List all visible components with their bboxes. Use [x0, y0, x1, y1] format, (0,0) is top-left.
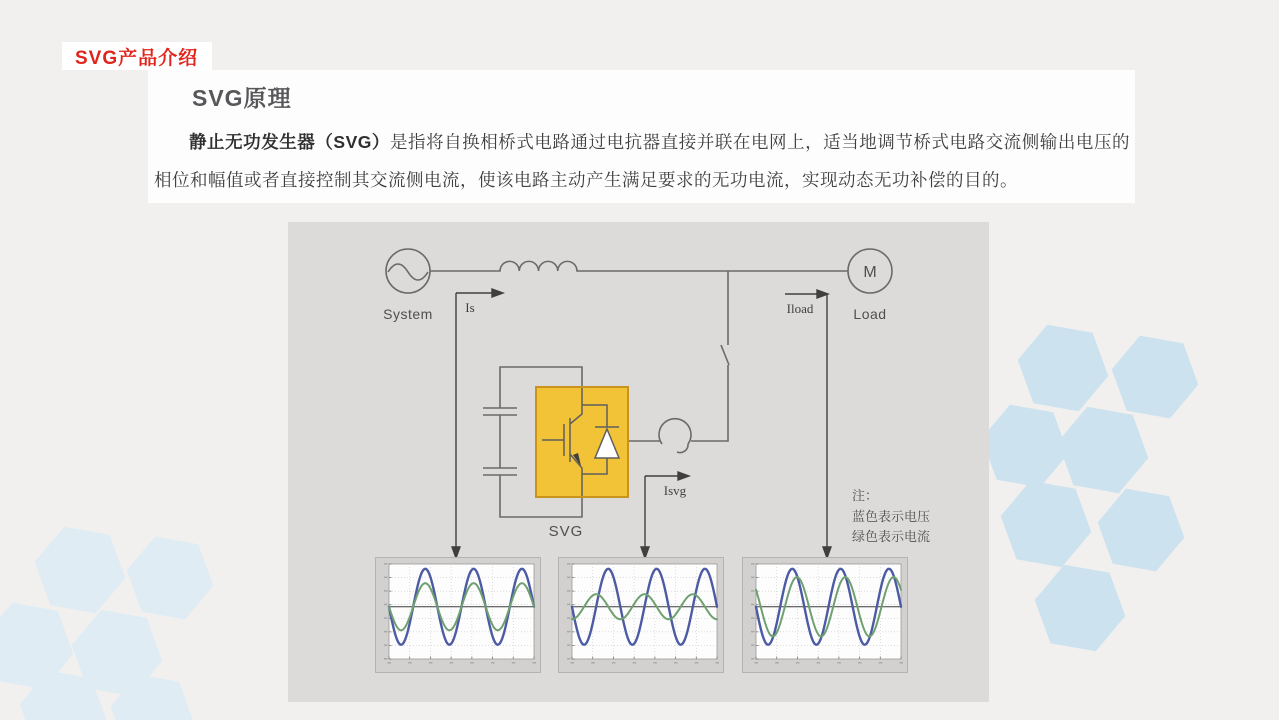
- waveform-plot-system: [375, 557, 541, 673]
- intro-paragraph: [154, 123, 1130, 199]
- waveform-plot-load: [742, 557, 908, 673]
- slide-tag-label: SVG产品介绍: [75, 47, 199, 69]
- is-arrow: [452, 289, 503, 558]
- page-title: SVG原理: [192, 85, 292, 111]
- motor-label: M: [863, 264, 877, 281]
- waveform-plot-svg: [558, 557, 724, 673]
- ac-source-icon: [386, 249, 430, 293]
- hexagon-cluster-right: [975, 321, 1205, 655]
- intro-rest: 是指将自换相桥式电路通过电抗器直接并联在电网上，适当地调节桥式电路交流侧输出电压的相位和幅值或者直接控制其交流侧电流，使该电路主动产生满足要求的无功电流，实现动态无功补偿的目的。: [154, 132, 1130, 190]
- line-reactor-icon: [430, 261, 848, 271]
- note-line3: 绿色表示电流: [852, 529, 931, 544]
- load-label: Load: [853, 306, 887, 322]
- iload-label: Iload: [786, 301, 814, 316]
- svg-box-label: SVG: [548, 523, 584, 540]
- content-band: [148, 70, 1135, 203]
- is-label: Is: [465, 300, 475, 315]
- hexagon-cluster-bottom-left: [0, 523, 220, 720]
- system-label: System: [383, 306, 433, 322]
- current-transformer-icon: [628, 419, 691, 453]
- legend-note: [852, 488, 930, 544]
- breaker-switch-icon: [691, 271, 729, 441]
- iload-arrow: [785, 290, 831, 558]
- isvg-label: Isvg: [663, 483, 687, 498]
- note-line1: 注：: [852, 488, 879, 503]
- note-line2: 蓝色表示电压: [852, 509, 931, 524]
- intro-lead: 静止无功发生器（SVG）: [189, 132, 390, 152]
- diagram-panel: [288, 222, 989, 702]
- converter-box: [536, 387, 628, 497]
- slide-tag: [62, 42, 212, 70]
